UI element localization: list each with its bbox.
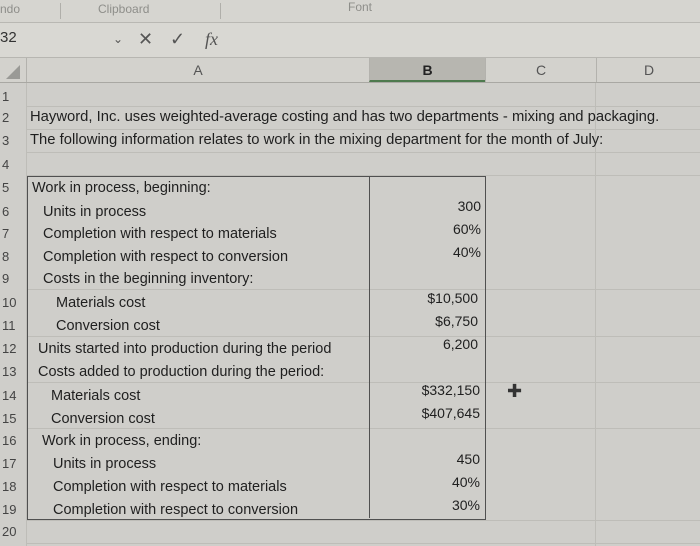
chevron-down-icon[interactable]: ⌄ bbox=[113, 32, 124, 46]
label-wip-beginning: Work in process, beginning: bbox=[32, 180, 211, 196]
row-header-16[interactable]: 16 bbox=[2, 433, 17, 448]
row-header-20[interactable]: 20 bbox=[2, 524, 17, 539]
label-wip-ending: Work in process, ending: bbox=[42, 433, 202, 449]
row-header-17[interactable]: 17 bbox=[2, 456, 17, 471]
label-conversion-cost: Conversion cost bbox=[51, 411, 155, 427]
name-box[interactable]: 32 bbox=[0, 29, 17, 46]
gridline bbox=[26, 129, 700, 130]
label-completion-conversion: Completion with respect to conversion bbox=[53, 502, 299, 518]
ribbon-font-label: Font bbox=[348, 0, 373, 14]
label-materials-cost: Materials cost bbox=[51, 388, 141, 404]
row-header-6[interactable]: 6 bbox=[2, 204, 10, 219]
value-cell[interactable]: 40% bbox=[452, 244, 481, 260]
enter-icon[interactable]: ✓ bbox=[170, 29, 186, 49]
label-units-in-process: Units in process bbox=[53, 456, 157, 472]
column-header-c[interactable]: C bbox=[485, 58, 596, 82]
row-header-9[interactable]: 9 bbox=[2, 271, 10, 286]
description-line-1: Hayword, Inc. uses weighted-average costing and has two departments - mixing and packaging. bbox=[30, 109, 660, 125]
label-beginning-costs: Costs in the beginning inventory: bbox=[43, 271, 254, 287]
ribbon-separator bbox=[220, 3, 221, 19]
value-cell[interactable]: 30% bbox=[451, 497, 480, 513]
row-header-4[interactable]: 4 bbox=[2, 157, 10, 172]
label-costs-added: Costs added to production during the period: bbox=[38, 364, 325, 380]
row-header-18[interactable]: 18 bbox=[2, 479, 17, 494]
row-header-15[interactable]: 15 bbox=[2, 411, 17, 426]
select-all-icon[interactable] bbox=[6, 65, 20, 79]
row-header-11[interactable]: 11 bbox=[2, 318, 16, 333]
cancel-icon[interactable]: ✕ bbox=[138, 29, 154, 49]
label-completion-materials: Completion with respect to materials bbox=[43, 226, 277, 242]
ribbon-undo-label[interactable]: ndo bbox=[0, 2, 21, 16]
row-header-19[interactable]: 19 bbox=[2, 502, 17, 517]
label-materials-cost: Materials cost bbox=[56, 295, 146, 311]
row-header-10[interactable]: 10 bbox=[2, 295, 17, 310]
label-units-in-process: Units in process bbox=[43, 204, 147, 220]
gridline bbox=[26, 106, 700, 107]
column-header-b[interactable]: B bbox=[369, 58, 485, 82]
row-header-12[interactable]: 12 bbox=[2, 341, 17, 356]
ribbon-clipboard-label: Clipboard bbox=[98, 2, 150, 16]
row-header-5[interactable]: 5 bbox=[2, 180, 10, 195]
gridline bbox=[26, 152, 700, 153]
ribbon bbox=[0, 0, 700, 23]
row-header-1[interactable]: 1 bbox=[2, 89, 10, 104]
spreadsheet-grid bbox=[0, 83, 700, 546]
value-cell[interactable]: 6,200 bbox=[442, 336, 478, 352]
label-completion-conversion: Completion with respect to conversion bbox=[43, 249, 289, 265]
row-header-13[interactable]: 13 bbox=[2, 364, 17, 379]
description-line-2: The following information relates to work in the mixing department for the month of July: bbox=[30, 132, 604, 148]
value-cell[interactable]: $6,750 bbox=[435, 313, 478, 329]
row-header-14[interactable]: 14 bbox=[2, 388, 17, 403]
value-cell[interactable]: 60% bbox=[452, 221, 481, 237]
row-header-3[interactable]: 3 bbox=[2, 133, 10, 148]
column-header-a[interactable]: A bbox=[26, 58, 369, 82]
value-cell[interactable]: $407,645 bbox=[421, 405, 480, 421]
value-cell[interactable]: $10,500 bbox=[427, 290, 478, 306]
column-header-d[interactable]: D bbox=[596, 58, 700, 82]
value-cell[interactable]: 300 bbox=[457, 198, 481, 214]
label-units-started: Units started into production during the period bbox=[38, 341, 332, 357]
column-headers bbox=[0, 58, 700, 83]
value-cell[interactable]: 40% bbox=[451, 474, 480, 490]
gridline bbox=[26, 543, 700, 544]
gridline bbox=[26, 520, 700, 521]
value-cell[interactable]: $332,150 bbox=[421, 382, 480, 398]
row-header-2[interactable]: 2 bbox=[2, 110, 10, 125]
row-header-7[interactable]: 7 bbox=[2, 226, 10, 241]
value-cell[interactable]: 450 bbox=[456, 451, 480, 467]
plus-cursor-icon: ✚ bbox=[507, 381, 523, 401]
label-conversion-cost: Conversion cost bbox=[56, 318, 160, 334]
formula-bar bbox=[0, 23, 700, 58]
label-completion-materials: Completion with respect to materials bbox=[53, 479, 287, 495]
row-header-8[interactable]: 8 bbox=[2, 249, 10, 264]
function-icon[interactable]: fx bbox=[205, 29, 218, 49]
ribbon-separator bbox=[60, 3, 61, 19]
